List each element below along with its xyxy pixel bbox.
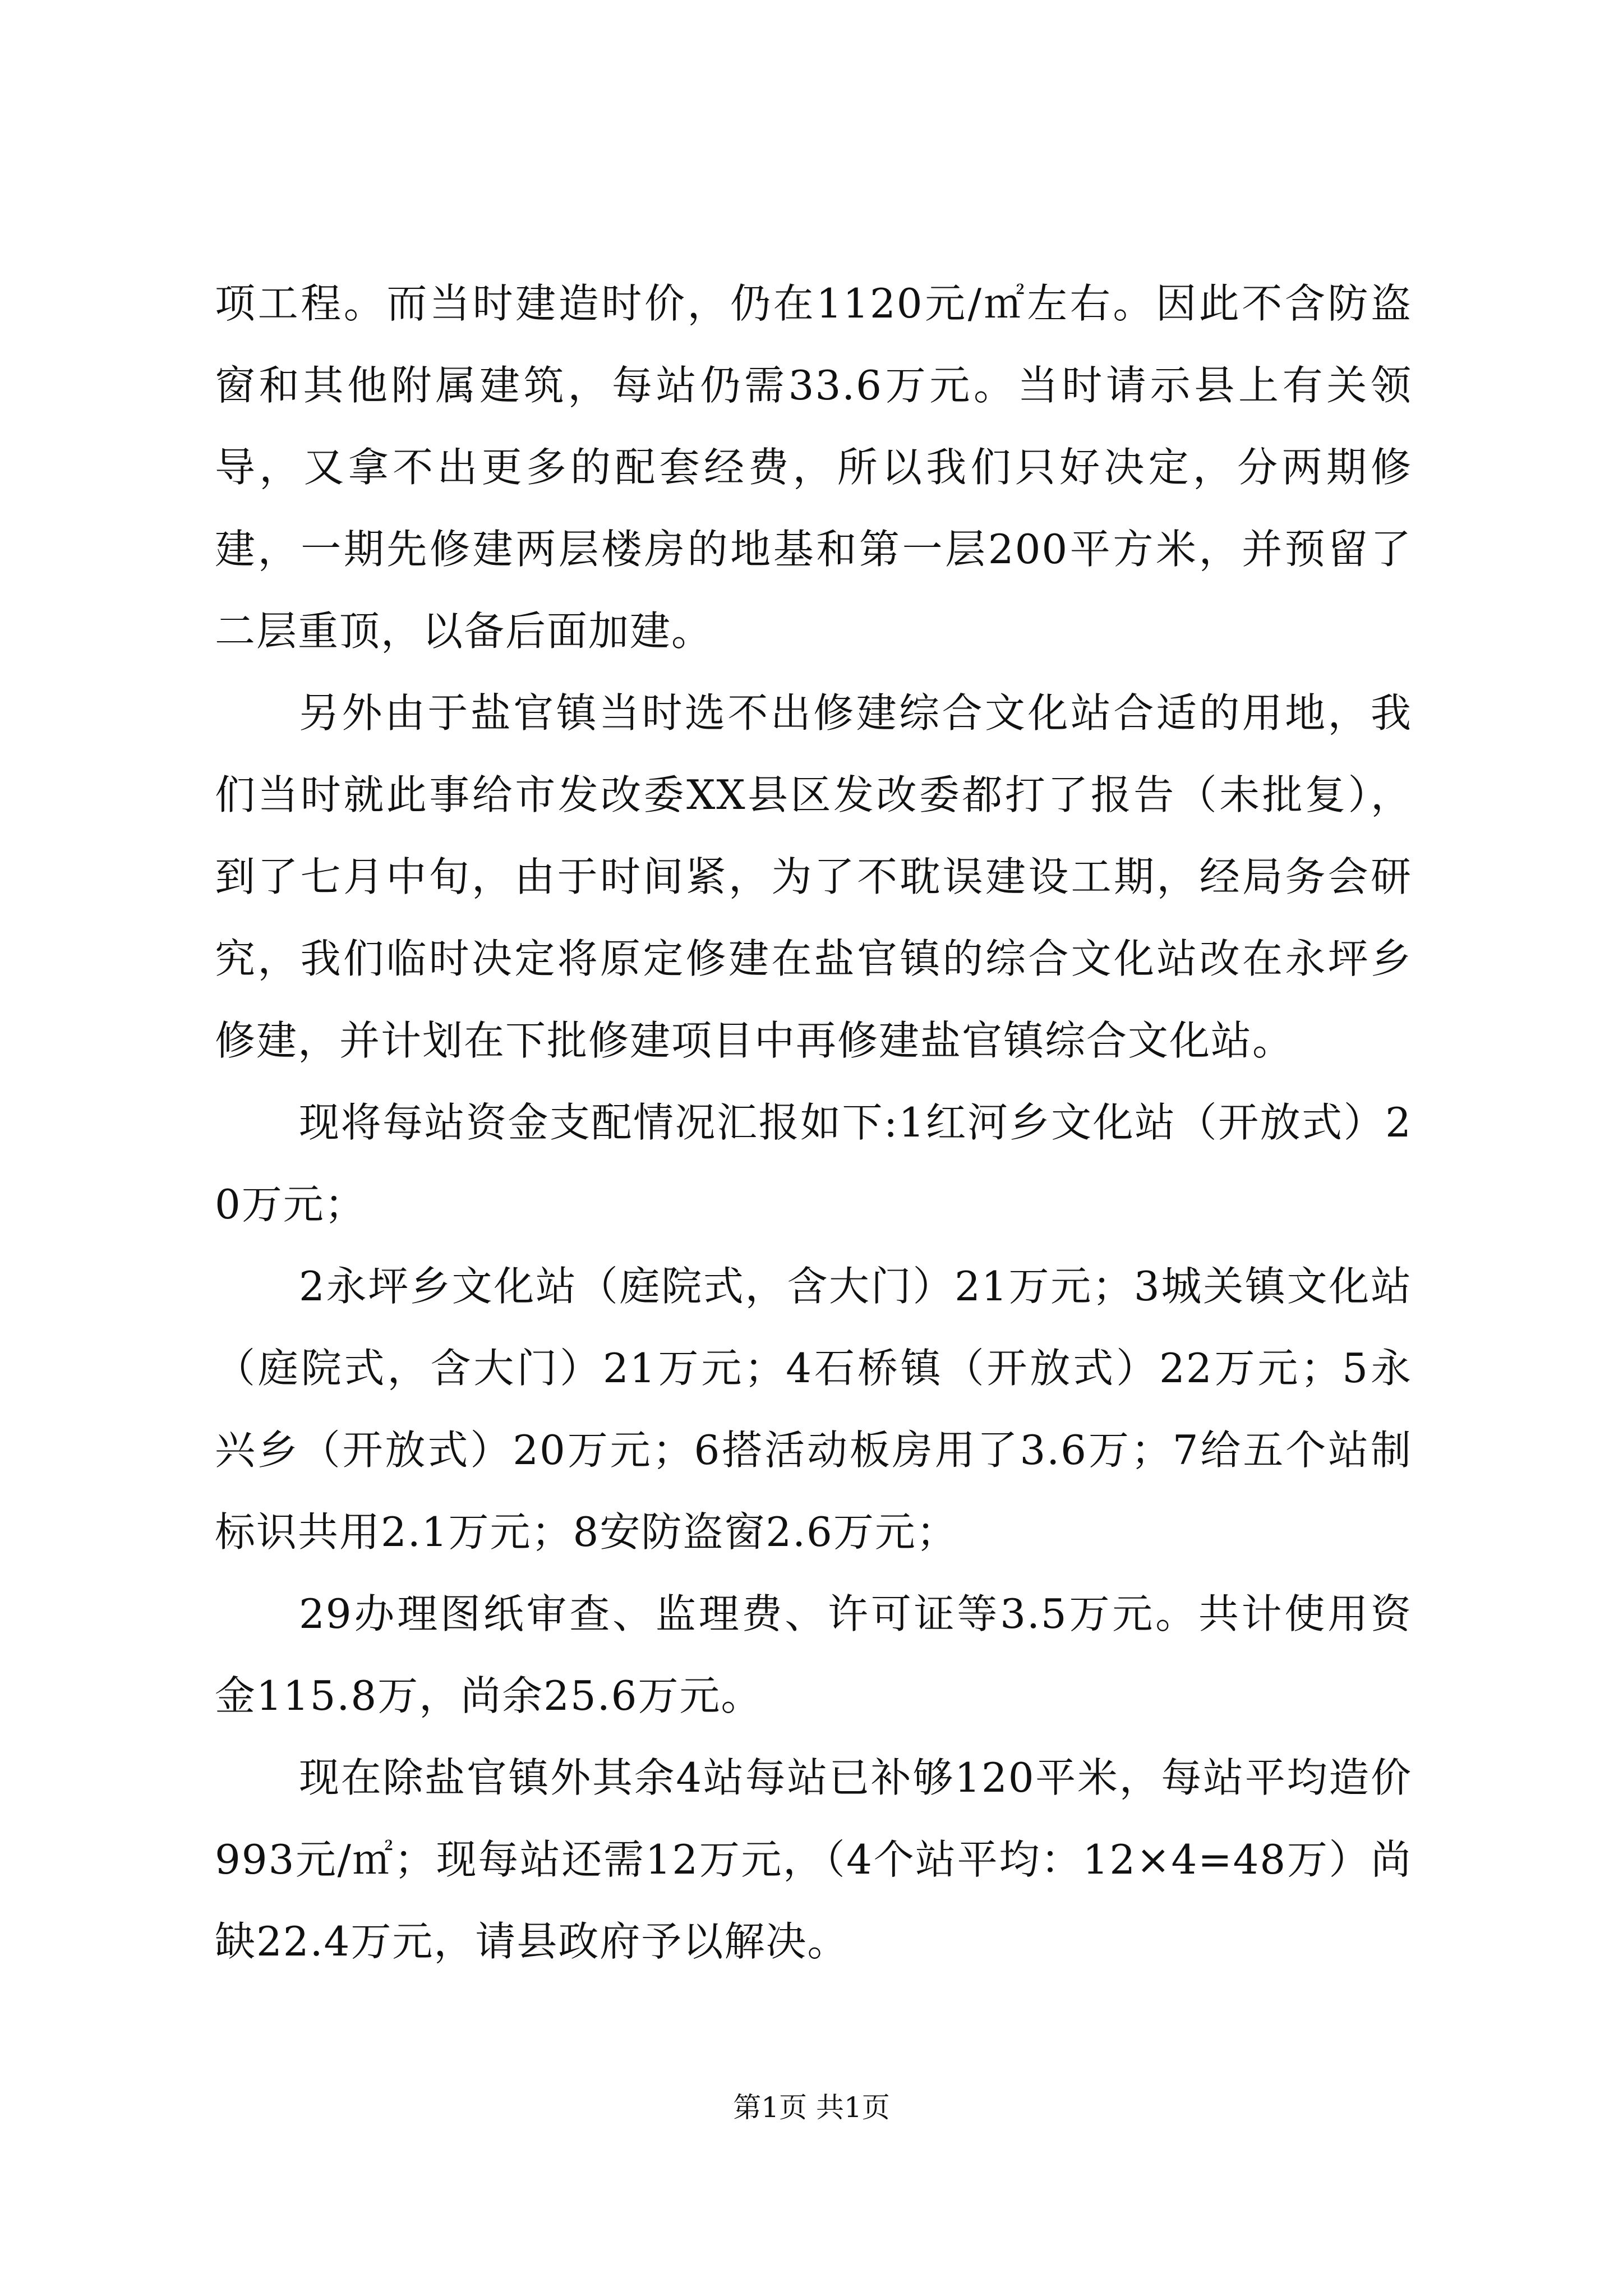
paragraph-3: 现将每站资金支配情况汇报如下:1红河乡文化站（开放式）20万元；	[215, 1099, 1412, 1228]
paragraph-6: 现在除盐官镇外其余4站每站已补够120平米，每站平均造价993元/㎡；现每站还需12万元，（4个站平均：12×4=48万）尚缺22.4万元，请县政府予以解决。	[215, 1754, 1412, 1965]
page-footer: 第1页 共1页	[733, 2091, 890, 2124]
paragraph-2: 另外由于盐官镇当时选不出修建综合文化站合适的用地，我们当时就此事给市发改委XX县区发改委都打了报告（未批复），到了七月中旬，由于时间紧，为了不耽误建设工期，经局务会研究，我们临时决定将原定修建在盐官镇的综合文化站改在永坪乡修建，并计划在下批修建项目中再修建盐官镇综合文化站。	[215, 689, 1412, 1064]
document-body	[215, 263, 1412, 1982]
paragraph-5: 29办理图纸审查、监理费、许可证等3.5万元。共计使用资金115.8万，尚余25.6万元。	[215, 1590, 1412, 1719]
paragraph-1: 项工程。而当时建造时价，仍在1120元/㎡左右。因此不含防盗窗和其他附属建筑，每站仍需33.6万元。当时请示县上有关领导，又拿不出更多的配套经费，所以我们只好决定，分两期修建，一期先修建两层楼房的地基和第一层200平方米，并预留了二层重顶，以备后面加建。	[215, 280, 1412, 655]
paragraph-4: 2永坪乡文化站（庭院式，含大门）21万元；3城关镇文化站（庭院式，含大门）21万元；4石桥镇（开放式）22万元；5永兴乡（开放式）20万元；6搭活动板房用了3.6万；7给五个站制标识共用2.1万元；8安防盗窗2.6万元；	[215, 1263, 1412, 1556]
